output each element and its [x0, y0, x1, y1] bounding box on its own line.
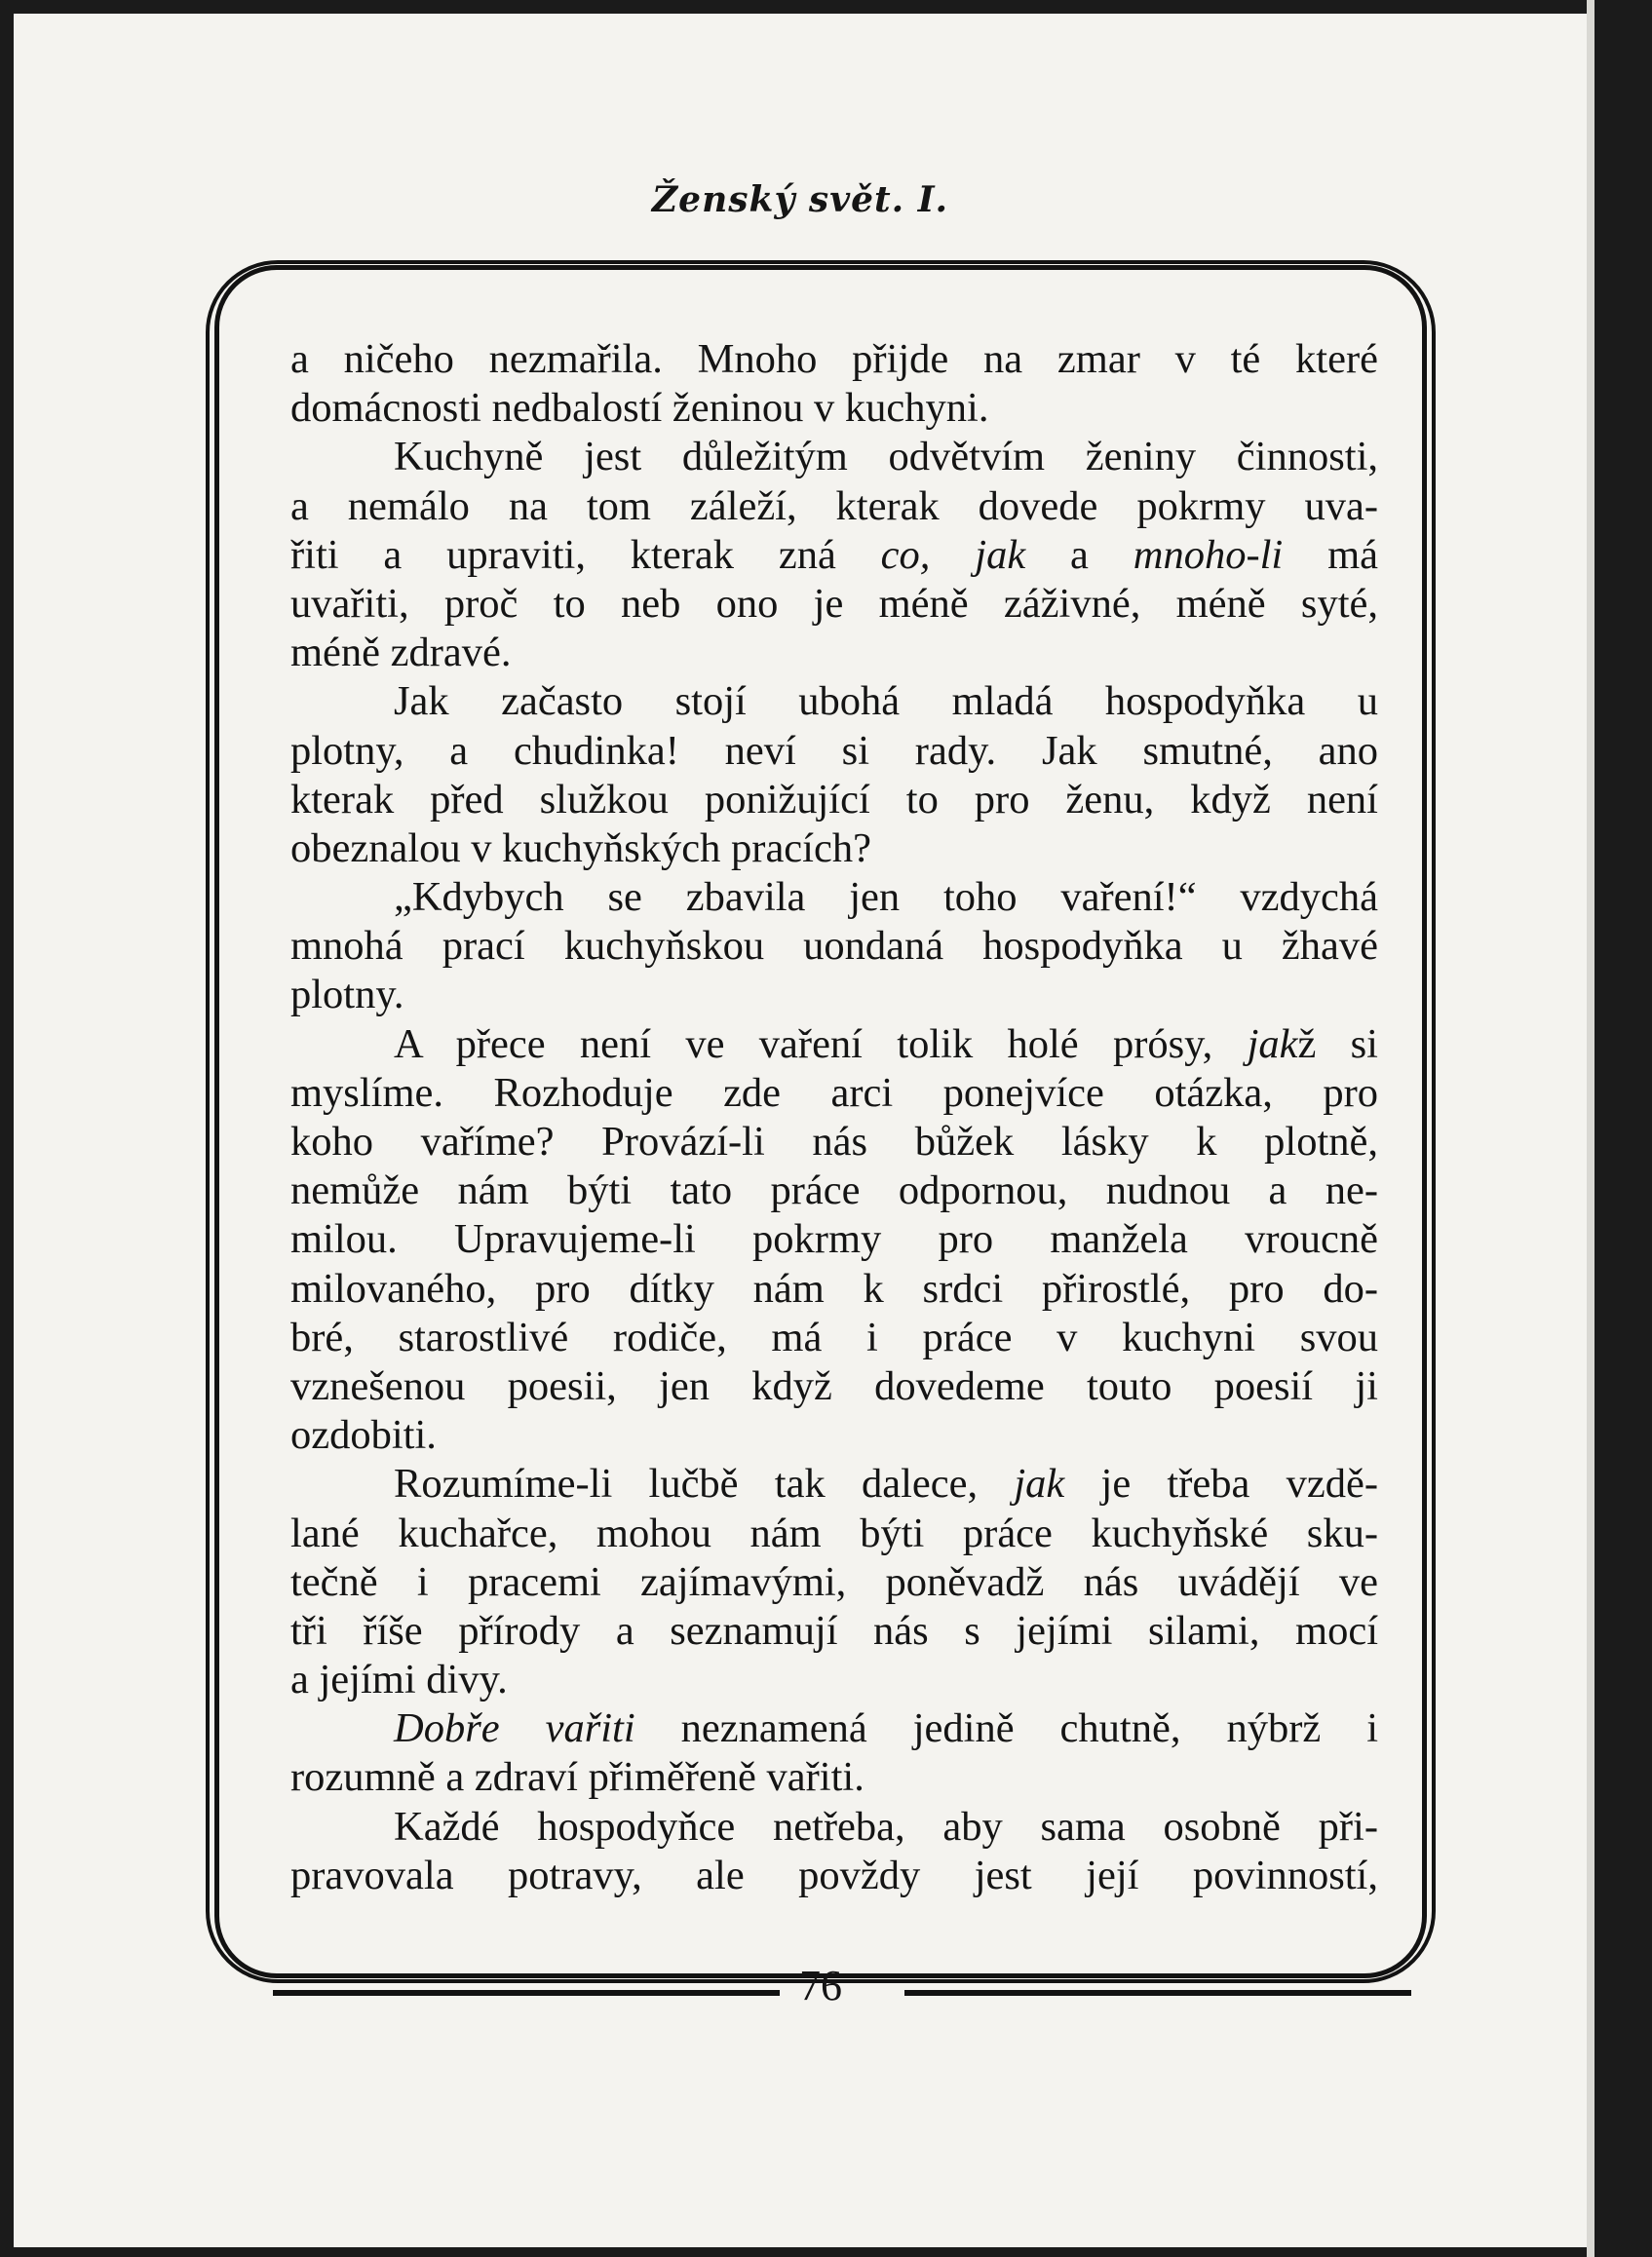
text-line: milovaného, pro dítky nám k srdci přirostlé, pro do-	[290, 1265, 1378, 1312]
text-line: Kuchyně jest důležitým odvětvím ženiny činnosti,	[394, 434, 1378, 480]
text-line: ozdobiti.	[290, 1412, 437, 1459]
footer-rule-right	[904, 1990, 1411, 1996]
text-line: kterak před služkou ponižující to pro ženu, když není	[290, 776, 1378, 822]
text-line: „Kdybych se zbavila jen toho vaření!“ vzdychá	[394, 874, 1378, 921]
text-line: a nemálo na tom záleží, kterak dovede pokrmy uva-	[290, 482, 1378, 529]
text-line: plotny, a chudinka! neví si rady. Jak smutné, ano	[290, 727, 1378, 774]
page-edge-shadow	[1587, 0, 1594, 2257]
text-line: pravovala potravy, ale povždy jest její povinností,	[290, 1852, 1378, 1898]
text-line: vznešenou poesii, jen když dovedeme touto poesií ji	[290, 1362, 1378, 1409]
book-page	[14, 14, 1587, 2247]
page-footer	[214, 1955, 1427, 2013]
text-line: koho vaříme? Provází-li nás bůžek lásky k plotně,	[290, 1119, 1378, 1165]
text-line: Každé hospodyňce netřeba, aby sama osobně při-	[394, 1803, 1378, 1850]
text-line: Jak začasto stojí ubohá mladá hospodyňka u	[394, 678, 1378, 725]
text-line: bré, starostlivé rodiče, má i práce v kuchyni svou	[290, 1314, 1378, 1360]
text-line: lané kuchařce, mohou nám býti práce kuchyňské sku-	[290, 1510, 1378, 1556]
text-line: A přece není ve vaření tolik holé prósy, jakž si	[394, 1020, 1378, 1067]
text-line: a jejími divy.	[290, 1657, 508, 1703]
text-line: rozumně a zdraví přiměřeně vařiti.	[290, 1754, 864, 1801]
text-line: obeznalou v kuchyňských pracích?	[290, 824, 871, 871]
text-line: řiti a upraviti, kterak zná co, jak a mnoho-li má	[290, 531, 1379, 578]
running-header: Ženský svět. I.	[651, 179, 949, 220]
text-line: uvařiti, proč to neb ono je méně záživné, méně syté,	[290, 580, 1378, 627]
text-line: Rozumíme-li lučbě tak dalece, jak je třeba vzdě-	[394, 1461, 1378, 1508]
text-line: Dobře vařiti neznamená jedině chutně, nýbrž i	[394, 1705, 1379, 1752]
text-line: domácnosti nedbalostí ženinou v kuchyni.	[290, 385, 989, 432]
text-line: tři říše přírody a seznamují nás s jejími silami, mocí	[290, 1607, 1378, 1654]
page-number: 76	[799, 1962, 842, 2009]
body-text	[290, 335, 1378, 1900]
text-line: myslíme. Rozhoduje zde arci ponejvíce otázka, pro	[290, 1069, 1378, 1116]
text-line: méně zdravé.	[290, 630, 512, 676]
text-line: nemůže nám býti tato práce odpornou, nudnou a ne-	[290, 1167, 1378, 1214]
text-line: a ničeho nezmařila. Mnoho přijde na zmar v té které	[290, 336, 1378, 382]
text-line: tečně i pracemi zajímavými, poněvadž nás uvádějí ve	[290, 1558, 1378, 1605]
text-line: plotny.	[290, 972, 404, 1018]
text-line: milou. Upravujeme-li pokrmy pro manžela vroucně	[290, 1216, 1378, 1263]
text-line: mnohá prací kuchyňskou uondaná hospodyňka u žhavé	[290, 923, 1378, 970]
